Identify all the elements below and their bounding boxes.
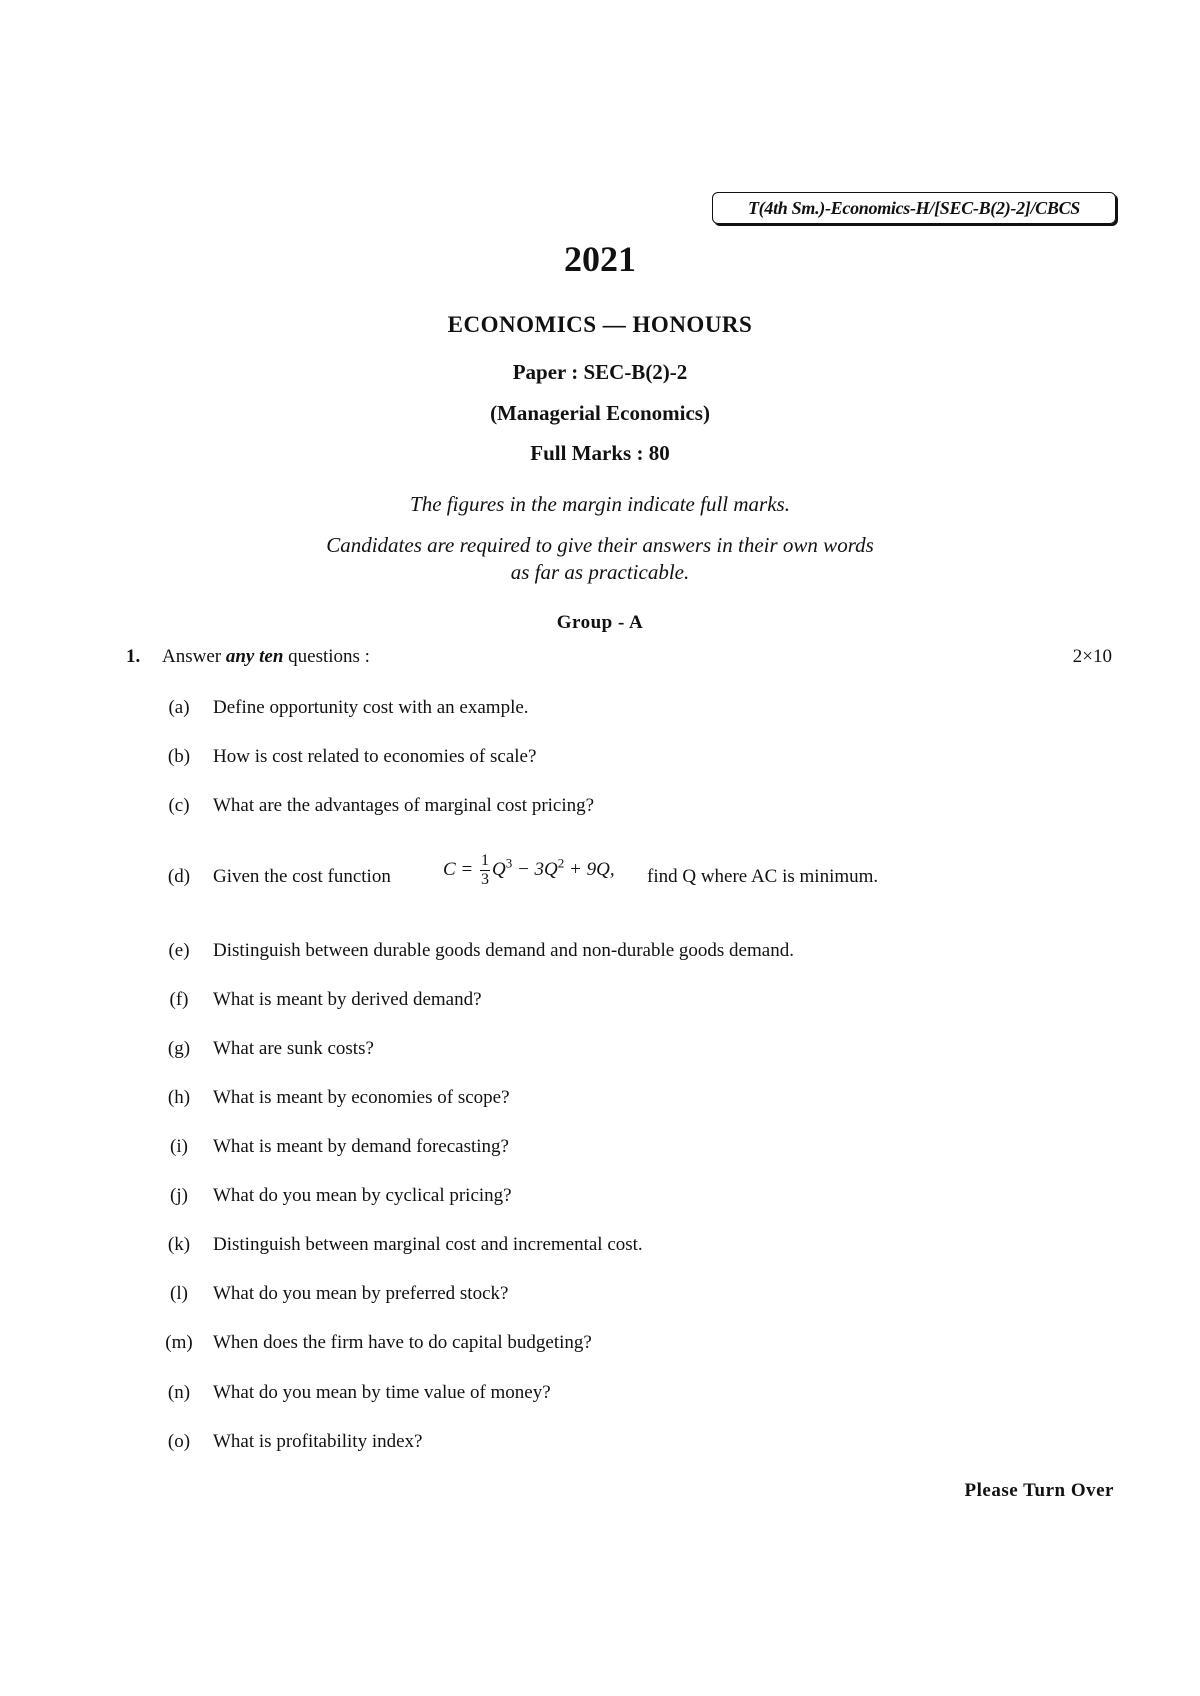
formula-fraction bbox=[480, 852, 490, 889]
sub-question-text: What do you mean by cyclical pricing? bbox=[213, 1185, 512, 1206]
paper-code-box bbox=[712, 192, 1116, 224]
sub-question-text-after: find Q where AC is minimum. bbox=[647, 866, 879, 887]
question-instruction bbox=[162, 646, 370, 668]
question-emphasis: any ten bbox=[225, 646, 284, 667]
sub-question-label: (o) bbox=[167, 1431, 191, 1452]
full-marks: Full Marks : 80 bbox=[530, 441, 670, 465]
instruction-line-3: as far as practicable. bbox=[510, 560, 690, 584]
sub-question-label: (i) bbox=[170, 1136, 188, 1157]
paper-code-line: Paper : SEC-B(2)-2 bbox=[512, 360, 688, 384]
sub-question-text: What are sunk costs? bbox=[213, 1038, 374, 1059]
sub-question-text: What do you mean by preferred stock? bbox=[213, 1283, 509, 1304]
sub-question-text: What do you mean by time value of money? bbox=[213, 1382, 551, 1403]
question-number: 1. bbox=[126, 646, 141, 667]
sub-question-text: What is meant by demand forecasting? bbox=[213, 1136, 509, 1157]
instruction-line-2: Candidates are required to give their answers in their own words bbox=[326, 533, 874, 557]
sub-question-text: Define opportunity cost with an example. bbox=[213, 697, 529, 718]
sub-question-text: What is meant by economies of scope? bbox=[213, 1087, 510, 1108]
formula-end: + 9Q, bbox=[564, 858, 615, 880]
formula-exp-2: 2 bbox=[557, 855, 565, 871]
group-heading: Group - A bbox=[556, 612, 644, 633]
sub-question-label: (j) bbox=[170, 1185, 188, 1206]
formula-exp-3: 3 bbox=[505, 855, 513, 871]
fraction-numerator: 1 bbox=[481, 852, 489, 869]
fraction-denominator: 3 bbox=[481, 871, 489, 888]
sub-question-label: (e) bbox=[168, 940, 190, 961]
sub-question-text: Distinguish between durable goods demand and non-durable goods demand. bbox=[213, 940, 794, 961]
sub-question-label: (a) bbox=[168, 697, 190, 718]
exam-year: 2021 bbox=[564, 239, 636, 279]
sub-question-label: (n) bbox=[167, 1382, 191, 1403]
question-prefix: Answer bbox=[162, 646, 222, 667]
instruction-margin: The figures in the margin indicate full marks. bbox=[410, 492, 790, 516]
sub-question-label: (d) bbox=[167, 866, 191, 887]
sub-question-label: (c) bbox=[168, 795, 190, 816]
sub-question-label: (k) bbox=[167, 1234, 191, 1255]
sub-question-text: When does the firm have to do capital budgeting? bbox=[213, 1332, 592, 1353]
sub-question-text: Given the cost function bbox=[213, 866, 391, 887]
sub-question-text: How is cost related to economies of scale? bbox=[213, 746, 537, 767]
sub-question-label: (m) bbox=[165, 1332, 193, 1353]
sub-question-text: Distinguish between marginal cost and incremental cost. bbox=[213, 1234, 643, 1255]
sub-question-label: (h) bbox=[167, 1087, 191, 1108]
sub-question-text: What is meant by derived demand? bbox=[213, 989, 482, 1010]
question-suffix: questions : bbox=[288, 646, 370, 667]
paper-code: T(4th Sm.)-Economics-H/[SEC-B(2)-2]/CBCS bbox=[747, 197, 1081, 218]
sub-question-label: (f) bbox=[169, 989, 189, 1010]
sub-question-text: What are the advantages of marginal cost pricing? bbox=[213, 795, 595, 816]
cost-function-formula bbox=[443, 852, 615, 889]
formula-q: Q bbox=[492, 858, 506, 880]
instruction-own-words bbox=[0, 532, 1200, 586]
sub-question-text: What is profitability index? bbox=[213, 1431, 423, 1452]
formula-lhs: C = bbox=[443, 858, 474, 880]
paper-name: (Managerial Economics) bbox=[490, 401, 710, 425]
sub-question-label: (b) bbox=[167, 746, 191, 767]
sub-question-label: (l) bbox=[170, 1283, 188, 1304]
question-marks: 2×10 bbox=[1072, 646, 1112, 667]
formula-mid: − 3Q bbox=[512, 858, 558, 880]
subject-title: ECONOMICS — HONOURS bbox=[447, 312, 753, 337]
please-turn-over: Please Turn Over bbox=[964, 1480, 1114, 1501]
sub-question-label: (g) bbox=[167, 1038, 191, 1059]
